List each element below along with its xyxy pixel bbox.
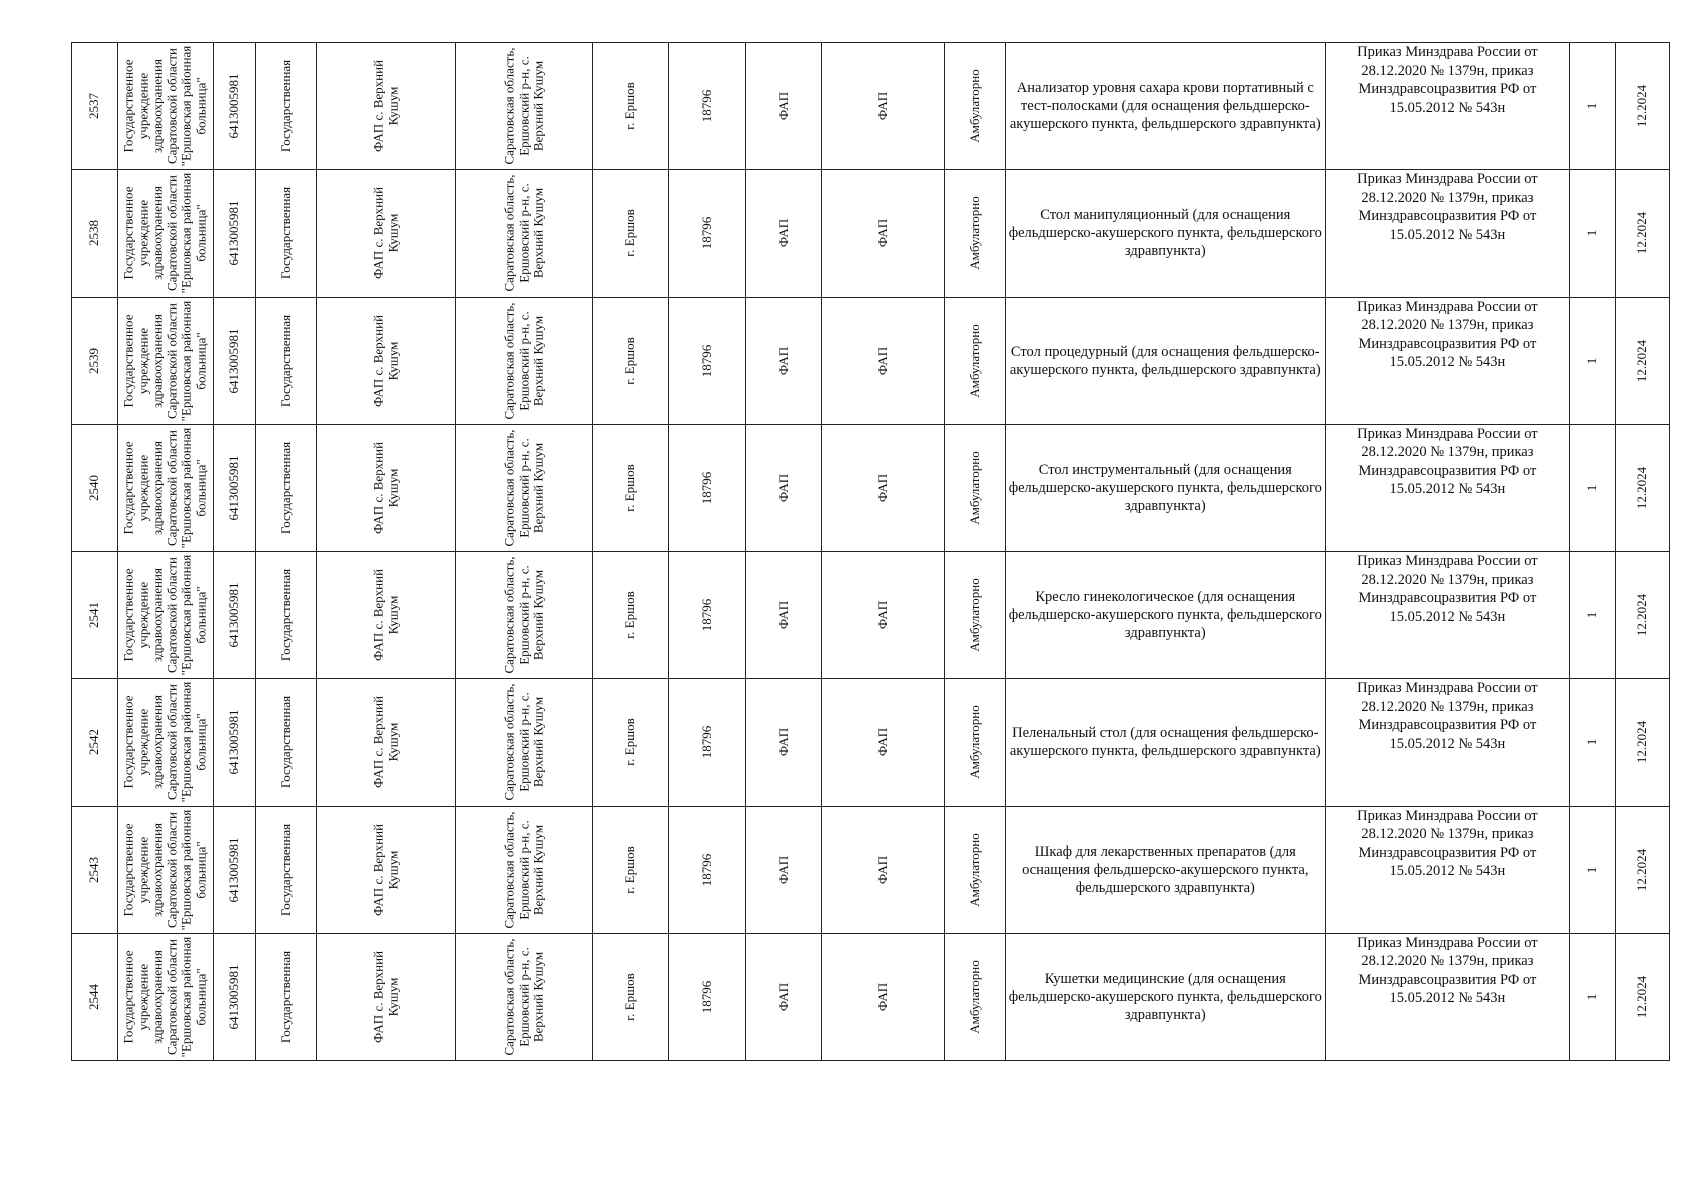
cell-quantity [1569, 679, 1615, 806]
inn-value: 6413005981 [226, 964, 242, 1030]
unit-name: ФАП с. Верхний Кушум [370, 314, 401, 407]
care-form: Амбулаторно [966, 578, 982, 652]
cell-date [1615, 424, 1669, 551]
table-row [72, 933, 1670, 1060]
quantity: 1 [1583, 230, 1599, 237]
cell-inn [213, 933, 256, 1060]
cell-city [592, 679, 669, 806]
inn-value: 6413005981 [226, 709, 242, 775]
cell-care [944, 424, 1005, 551]
cell-ownership [256, 806, 317, 933]
cell-type-1 [745, 297, 822, 424]
inn-value: 6413005981 [226, 455, 242, 521]
unit-name: ФАП с. Верхний Кушум [370, 569, 401, 662]
code: 18796 [698, 89, 714, 123]
organization-name: Государственное учреждение здравоохранения Саратовской области "Ершовская районная больница" [120, 936, 209, 1058]
cell-date [1615, 552, 1669, 679]
cell-date [1615, 806, 1669, 933]
cell-city [592, 806, 669, 933]
city: г. Ершов [622, 82, 638, 130]
cell-organization [117, 170, 213, 297]
row-number: 2537 [86, 93, 102, 120]
cell-address [456, 933, 592, 1060]
organization-name: Государственное учреждение здравоохранения Саратовской области "Ершовская районная больница" [120, 682, 209, 803]
organization-name: Государственное учреждение здравоохранения Саратовской области "Ершовская районная больница" [120, 809, 209, 930]
unit-name: ФАП с. Верхний Кушум [370, 441, 401, 534]
cell-date [1615, 297, 1669, 424]
cell-number [72, 806, 118, 933]
address: Саратовская область, Ершовский р-н, с. Верхний Кушум [501, 174, 546, 292]
unit-name: ФАП с. Верхний Кушум [370, 696, 401, 789]
inn-value: 6413005981 [226, 837, 242, 903]
cell-type-2 [822, 679, 944, 806]
due-date: 12.2024 [1634, 85, 1650, 128]
row-number: 2539 [86, 347, 102, 374]
city: г. Ершов [622, 464, 638, 512]
facility-type: ФАП [775, 982, 791, 1011]
inn-value: 6413005981 [226, 73, 242, 139]
cell-type-1 [745, 933, 822, 1060]
code: 18796 [698, 344, 714, 377]
equipment-name: Кушетки медицинские (для оснащения фельдшерско-акушерского пункта, фельдшерского здравпункта) [1005, 933, 1325, 1060]
address: Саратовская область, Ершовский р-н, с. Верхний Кушум [501, 47, 546, 165]
cell-code [669, 297, 746, 424]
cell-ownership [256, 679, 317, 806]
city: г. Ершов [622, 336, 638, 385]
cell-inn [213, 552, 256, 679]
table-row [72, 552, 1670, 679]
cell-number [72, 297, 118, 424]
cell-inn [213, 297, 256, 424]
code: 18796 [698, 217, 714, 250]
due-date: 12.2024 [1634, 212, 1650, 255]
cell-inn [213, 424, 256, 551]
due-date: 12.2024 [1634, 339, 1650, 382]
cell-type-1 [745, 424, 822, 551]
cell-quantity [1569, 170, 1615, 297]
address: Саратовская область, Ершовский р-н, с. Верхний Кушум [501, 429, 546, 547]
cell-city [592, 933, 669, 1060]
care-form: Амбулаторно [966, 196, 982, 271]
unit-name: ФАП с. Верхний Кушум [370, 823, 401, 916]
ownership-type: Государственная [277, 696, 293, 789]
table-row [72, 806, 1670, 933]
cell-date [1615, 43, 1669, 170]
care-form: Амбулаторно [966, 69, 982, 143]
unit-name: ФАП с. Верхний Кушум [370, 950, 401, 1043]
cell-ownership [256, 43, 317, 170]
cell-type-1 [745, 806, 822, 933]
cell-address [456, 424, 592, 551]
regulatory-order: Приказ Минздрава России от 28.12.2020 № 1379н, приказ Минздравсоцразвития РФ от 15.05.2012 № 543н [1326, 679, 1570, 806]
facility-subtype: ФАП [874, 346, 890, 375]
cell-code [669, 933, 746, 1060]
city: г. Ершов [622, 209, 638, 258]
equipment-name: Стол процедурный (для оснащения фельдшерско-акушерского пункта, фельдшерского здравпункта) [1005, 297, 1325, 424]
cell-code [669, 679, 746, 806]
cell-organization [117, 933, 213, 1060]
row-number: 2544 [86, 983, 102, 1010]
cell-number [72, 679, 118, 806]
cell-ownership [256, 170, 317, 297]
cell-city [592, 170, 669, 297]
cell-organization [117, 679, 213, 806]
cell-unit [316, 933, 455, 1060]
cell-ownership [256, 552, 317, 679]
facility-subtype: ФАП [874, 92, 890, 121]
cell-organization [117, 43, 213, 170]
cell-address [456, 297, 592, 424]
due-date: 12.2024 [1634, 975, 1650, 1018]
code: 18796 [698, 980, 714, 1014]
cell-number [72, 933, 118, 1060]
city: г. Ершов [622, 591, 638, 639]
row-number: 2543 [86, 856, 102, 883]
cell-ownership [256, 933, 317, 1060]
row-number: 2540 [86, 474, 102, 501]
care-form: Амбулаторно [966, 705, 982, 780]
cell-care [944, 806, 1005, 933]
cell-unit [316, 43, 455, 170]
organization-name: Государственное учреждение здравоохранения Саратовской области "Ершовская районная больница" [120, 173, 209, 294]
cell-address [456, 679, 592, 806]
care-form: Амбулаторно [966, 960, 982, 1034]
regulatory-order: Приказ Минздрава России от 28.12.2020 № 1379н, приказ Минздравсоцразвития РФ от 15.05.2012 № 543н [1326, 297, 1570, 424]
regulatory-order: Приказ Минздрава России от 28.12.2020 № 1379н, приказ Минздравсоцразвития РФ от 15.05.2012 № 543н [1326, 424, 1570, 551]
cell-code [669, 170, 746, 297]
cell-organization [117, 806, 213, 933]
quantity: 1 [1583, 102, 1599, 110]
quantity: 1 [1583, 739, 1599, 746]
cell-city [592, 424, 669, 551]
cell-date [1615, 679, 1669, 806]
row-number: 2538 [86, 220, 102, 247]
facility-type: ФАП [775, 855, 791, 884]
address: Саратовская область, Ершовский р-н, с. Верхний Кушум [501, 302, 546, 420]
cell-inn [213, 806, 256, 933]
quantity: 1 [1583, 866, 1599, 873]
equipment-name: Стол инструментальный (для оснащения фельдшерско-акушерского пункта, фельдшерского здравпункта) [1005, 424, 1325, 551]
cell-type-2 [822, 43, 944, 170]
cell-code [669, 806, 746, 933]
cell-date [1615, 933, 1669, 1060]
equipment-table [71, 42, 1670, 1061]
address: Саратовская область, Ершовский р-н, с. Верхний Кушум [501, 683, 546, 801]
due-date: 12.2024 [1634, 721, 1650, 764]
equipment-name: Пеленальный стол (для оснащения фельдшерско-акушерского пункта, фельдшерского здравпункта) [1005, 679, 1325, 806]
care-form: Амбулаторно [966, 451, 982, 525]
facility-type: ФАП [775, 219, 791, 248]
organization-name: Государственное учреждение здравоохранения Саратовской области "Ершовская районная больница" [120, 554, 209, 676]
facility-subtype: ФАП [874, 728, 890, 757]
care-form: Амбулаторно [966, 323, 982, 398]
city: г. Ершов [622, 718, 638, 767]
code: 18796 [698, 598, 714, 632]
ownership-type: Государственная [277, 568, 293, 662]
table-row [72, 424, 1670, 551]
cell-address [456, 806, 592, 933]
cell-organization [117, 297, 213, 424]
cell-unit [316, 424, 455, 551]
cell-number [72, 424, 118, 551]
cell-type-1 [745, 170, 822, 297]
city: г. Ершов [622, 973, 638, 1021]
row-number: 2542 [86, 729, 102, 756]
cell-quantity [1569, 806, 1615, 933]
inn-value: 6413005981 [226, 328, 242, 394]
cell-care [944, 679, 1005, 806]
table-row [72, 297, 1670, 424]
facility-type: ФАП [775, 346, 791, 375]
cell-number [72, 170, 118, 297]
code: 18796 [698, 853, 714, 886]
cell-unit [316, 170, 455, 297]
cell-type-2 [822, 424, 944, 551]
regulatory-order: Приказ Минздрава России от 28.12.2020 № 1379н, приказ Минздравсоцразвития РФ от 15.05.2012 № 543н [1326, 43, 1570, 170]
cell-type-2 [822, 297, 944, 424]
facility-subtype: ФАП [874, 855, 890, 884]
cell-ownership [256, 424, 317, 551]
cell-organization [117, 424, 213, 551]
cell-inn [213, 170, 256, 297]
cell-number [72, 552, 118, 679]
due-date: 12.2024 [1634, 848, 1650, 891]
equipment-name: Анализатор уровня сахара крови портативный с тест-полосками (для оснащения фельдшерско-акушерского пункта, фельдшерского здравпункта) [1005, 43, 1325, 170]
unit-name: ФАП с. Верхний Кушум [370, 60, 401, 153]
cell-care [944, 170, 1005, 297]
cell-city [592, 297, 669, 424]
cell-address [456, 552, 592, 679]
cell-type-2 [822, 806, 944, 933]
due-date: 12.2024 [1634, 466, 1650, 509]
regulatory-order: Приказ Минздрава России от 28.12.2020 № 1379н, приказ Минздравсоцразвития РФ от 15.05.2012 № 543н [1326, 170, 1570, 297]
cell-type-2 [822, 552, 944, 679]
facility-subtype: ФАП [874, 982, 890, 1011]
due-date: 12.2024 [1634, 594, 1650, 637]
cell-care [944, 933, 1005, 1060]
equipment-name: Шкаф для лекарственных препаратов (для оснащения фельдшерско-акушерского пункта, фельдшерского здравпункта) [1005, 806, 1325, 933]
facility-subtype: ФАП [874, 473, 890, 502]
table-row [72, 43, 1670, 170]
facility-type: ФАП [775, 601, 791, 630]
cell-code [669, 43, 746, 170]
cell-care [944, 552, 1005, 679]
cell-number [72, 43, 118, 170]
cell-code [669, 424, 746, 551]
cell-care [944, 43, 1005, 170]
cell-ownership [256, 297, 317, 424]
regulatory-order: Приказ Минздрава России от 28.12.2020 № 1379н, приказ Минздравсоцразвития РФ от 15.05.2012 № 543н [1326, 552, 1570, 679]
cell-address [456, 43, 592, 170]
cell-quantity [1569, 424, 1615, 551]
cell-unit [316, 297, 455, 424]
cell-type-1 [745, 552, 822, 679]
code: 18796 [698, 471, 714, 505]
cell-city [592, 552, 669, 679]
regulatory-order: Приказ Минздрава России от 28.12.2020 № 1379н, приказ Минздравсоцразвития РФ от 15.05.2012 № 543н [1326, 933, 1570, 1060]
facility-subtype: ФАП [874, 219, 890, 248]
organization-name: Государственное учреждение здравоохранения Саратовской области "Ершовская районная больница" [120, 427, 209, 549]
inn-value: 6413005981 [226, 200, 242, 266]
cell-quantity [1569, 297, 1615, 424]
quantity: 1 [1583, 484, 1599, 492]
ownership-type: Государственная [277, 59, 293, 153]
cell-organization [117, 552, 213, 679]
ownership-type: Государственная [277, 314, 293, 407]
cell-unit [316, 806, 455, 933]
cell-date [1615, 170, 1669, 297]
cell-type-1 [745, 679, 822, 806]
table-row [72, 170, 1670, 297]
facility-type: ФАП [775, 92, 791, 121]
care-form: Амбулаторно [966, 832, 982, 907]
address: Саратовская область, Ершовский р-н, с. Верхний Кушум [501, 556, 546, 674]
cell-code [669, 552, 746, 679]
facility-subtype: ФАП [874, 601, 890, 630]
cell-quantity [1569, 933, 1615, 1060]
unit-name: ФАП с. Верхний Кушум [370, 187, 401, 280]
quantity: 1 [1583, 611, 1599, 619]
quantity: 1 [1583, 993, 1599, 1001]
ownership-type: Государственная [277, 950, 293, 1044]
inn-value: 6413005981 [226, 582, 242, 648]
code: 18796 [698, 726, 714, 759]
cell-type-2 [822, 170, 944, 297]
cell-city [592, 43, 669, 170]
cell-type-1 [745, 43, 822, 170]
cell-quantity [1569, 43, 1615, 170]
cell-inn [213, 679, 256, 806]
quantity: 1 [1583, 357, 1599, 364]
equipment-name: Стол манипуляционный (для оснащения фельдшерско-акушерского пункта, фельдшерского здравпункта) [1005, 170, 1325, 297]
cell-care [944, 297, 1005, 424]
row-number: 2541 [86, 602, 102, 629]
regulatory-order: Приказ Минздрава России от 28.12.2020 № 1379н, приказ Минздравсоцразвития РФ от 15.05.2012 № 543н [1326, 806, 1570, 933]
address: Саратовская область, Ершовский р-н, с. Верхний Кушум [501, 811, 546, 929]
table-row [72, 679, 1670, 806]
ownership-type: Государственная [277, 441, 293, 535]
cell-type-2 [822, 933, 944, 1060]
city: г. Ершов [622, 845, 638, 894]
cell-inn [213, 43, 256, 170]
equipment-name: Кресло гинекологическое (для оснащения фельдшерско-акушерского пункта, фельдшерского здравпункта) [1005, 552, 1325, 679]
cell-unit [316, 552, 455, 679]
cell-unit [316, 679, 455, 806]
facility-type: ФАП [775, 473, 791, 502]
ownership-type: Государственная [277, 823, 293, 916]
ownership-type: Государственная [277, 187, 293, 280]
cell-address [456, 170, 592, 297]
organization-name: Государственное учреждение здравоохранения Саратовской области "Ершовская районная больница" [120, 45, 209, 167]
organization-name: Государственное учреждение здравоохранения Саратовской области "Ершовская районная больница" [120, 300, 209, 421]
facility-type: ФАП [775, 728, 791, 757]
address: Саратовская область, Ершовский р-н, с. Верхний Кушум [501, 938, 546, 1056]
cell-quantity [1569, 552, 1615, 679]
